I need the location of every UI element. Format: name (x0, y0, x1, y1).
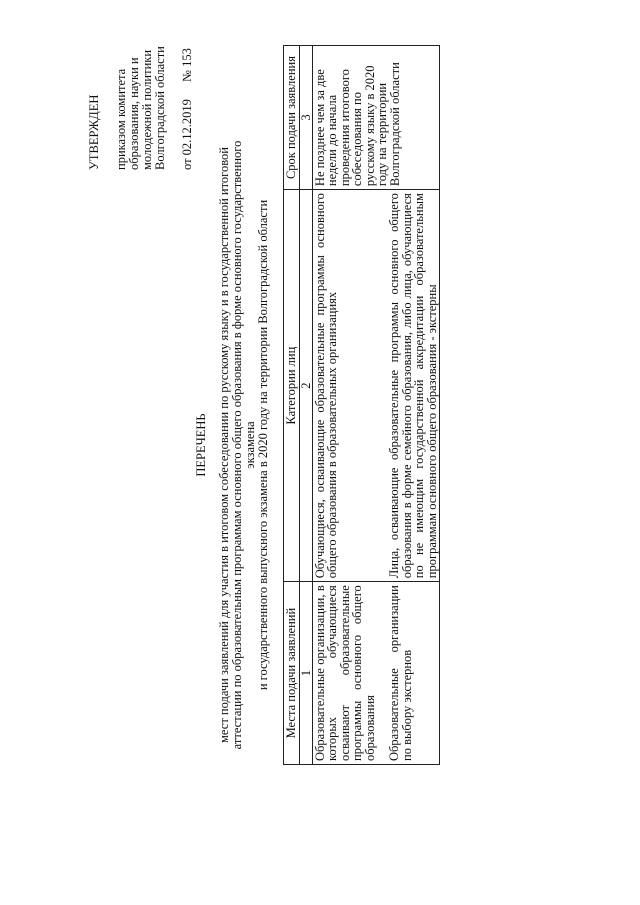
approval-line: образования, науки и (127, 57, 141, 170)
order-number: № 153 (180, 48, 194, 82)
places-table (283, 45, 440, 765)
table-header-row (284, 46, 300, 765)
category-text: Лица, осваивающие образовательные программы основного общего образования в форме семейного образования, либо лица, обучающиеся по не имеющим государственной аккредитации образовательным программам основного общего образования - экстерны (387, 193, 439, 579)
heading-line: аттестации по образовательным программам основного общего образования в форме основного государственного экзамена (230, 140, 257, 750)
document-title: ПЕРЕЧЕНЬ (194, 413, 208, 477)
column-number: 2 (299, 190, 312, 582)
place-text: Образовательные организации по выбору экстернов (387, 585, 414, 761)
column-header: Места подачи заявлений (284, 582, 300, 765)
approval-date: 02.12.2019 (180, 99, 194, 156)
column-number: 3 (299, 46, 312, 190)
approval-block (88, 0, 194, 170)
document-heading (195, 125, 270, 765)
category-cell (377, 190, 440, 582)
approval-title: УТВЕРЖДЕН (87, 94, 101, 170)
approval-line: молодежной политики (140, 49, 154, 170)
table-row (312, 46, 377, 765)
table-number-row (299, 46, 312, 765)
approval-date-line (181, 0, 194, 170)
approval-line: Волгоградской области (153, 46, 167, 170)
heading-line: мест подачи заявлений для участия в итоговом собеседовании по русскому языку и в государственной итоговой (217, 147, 231, 743)
place-cell: Образовательные организации, в которых обучающиеся осваивают образовательные программы основного общего образования (312, 582, 377, 765)
category-cell: Обучающиеся, осваивающие образовательные программы основного общего образования в образовательных организациях (312, 190, 377, 582)
date-prefix: от (180, 158, 194, 170)
column-header: Срок подачи заявления (284, 46, 300, 190)
approval-line: приказом комитета (114, 68, 128, 170)
column-number: 1 (299, 582, 312, 765)
column-header: Категории лиц (284, 190, 300, 582)
deadline-cell: Не позднее чем за две недели до начала проведения итогового собеседования по русскому языку в 2020 году на территории Волгоградской области (312, 46, 440, 190)
heading-line: и государственного выпускного экзамена в 2020 году на территории Волгоградской области (256, 199, 270, 691)
place-cell (377, 582, 440, 765)
